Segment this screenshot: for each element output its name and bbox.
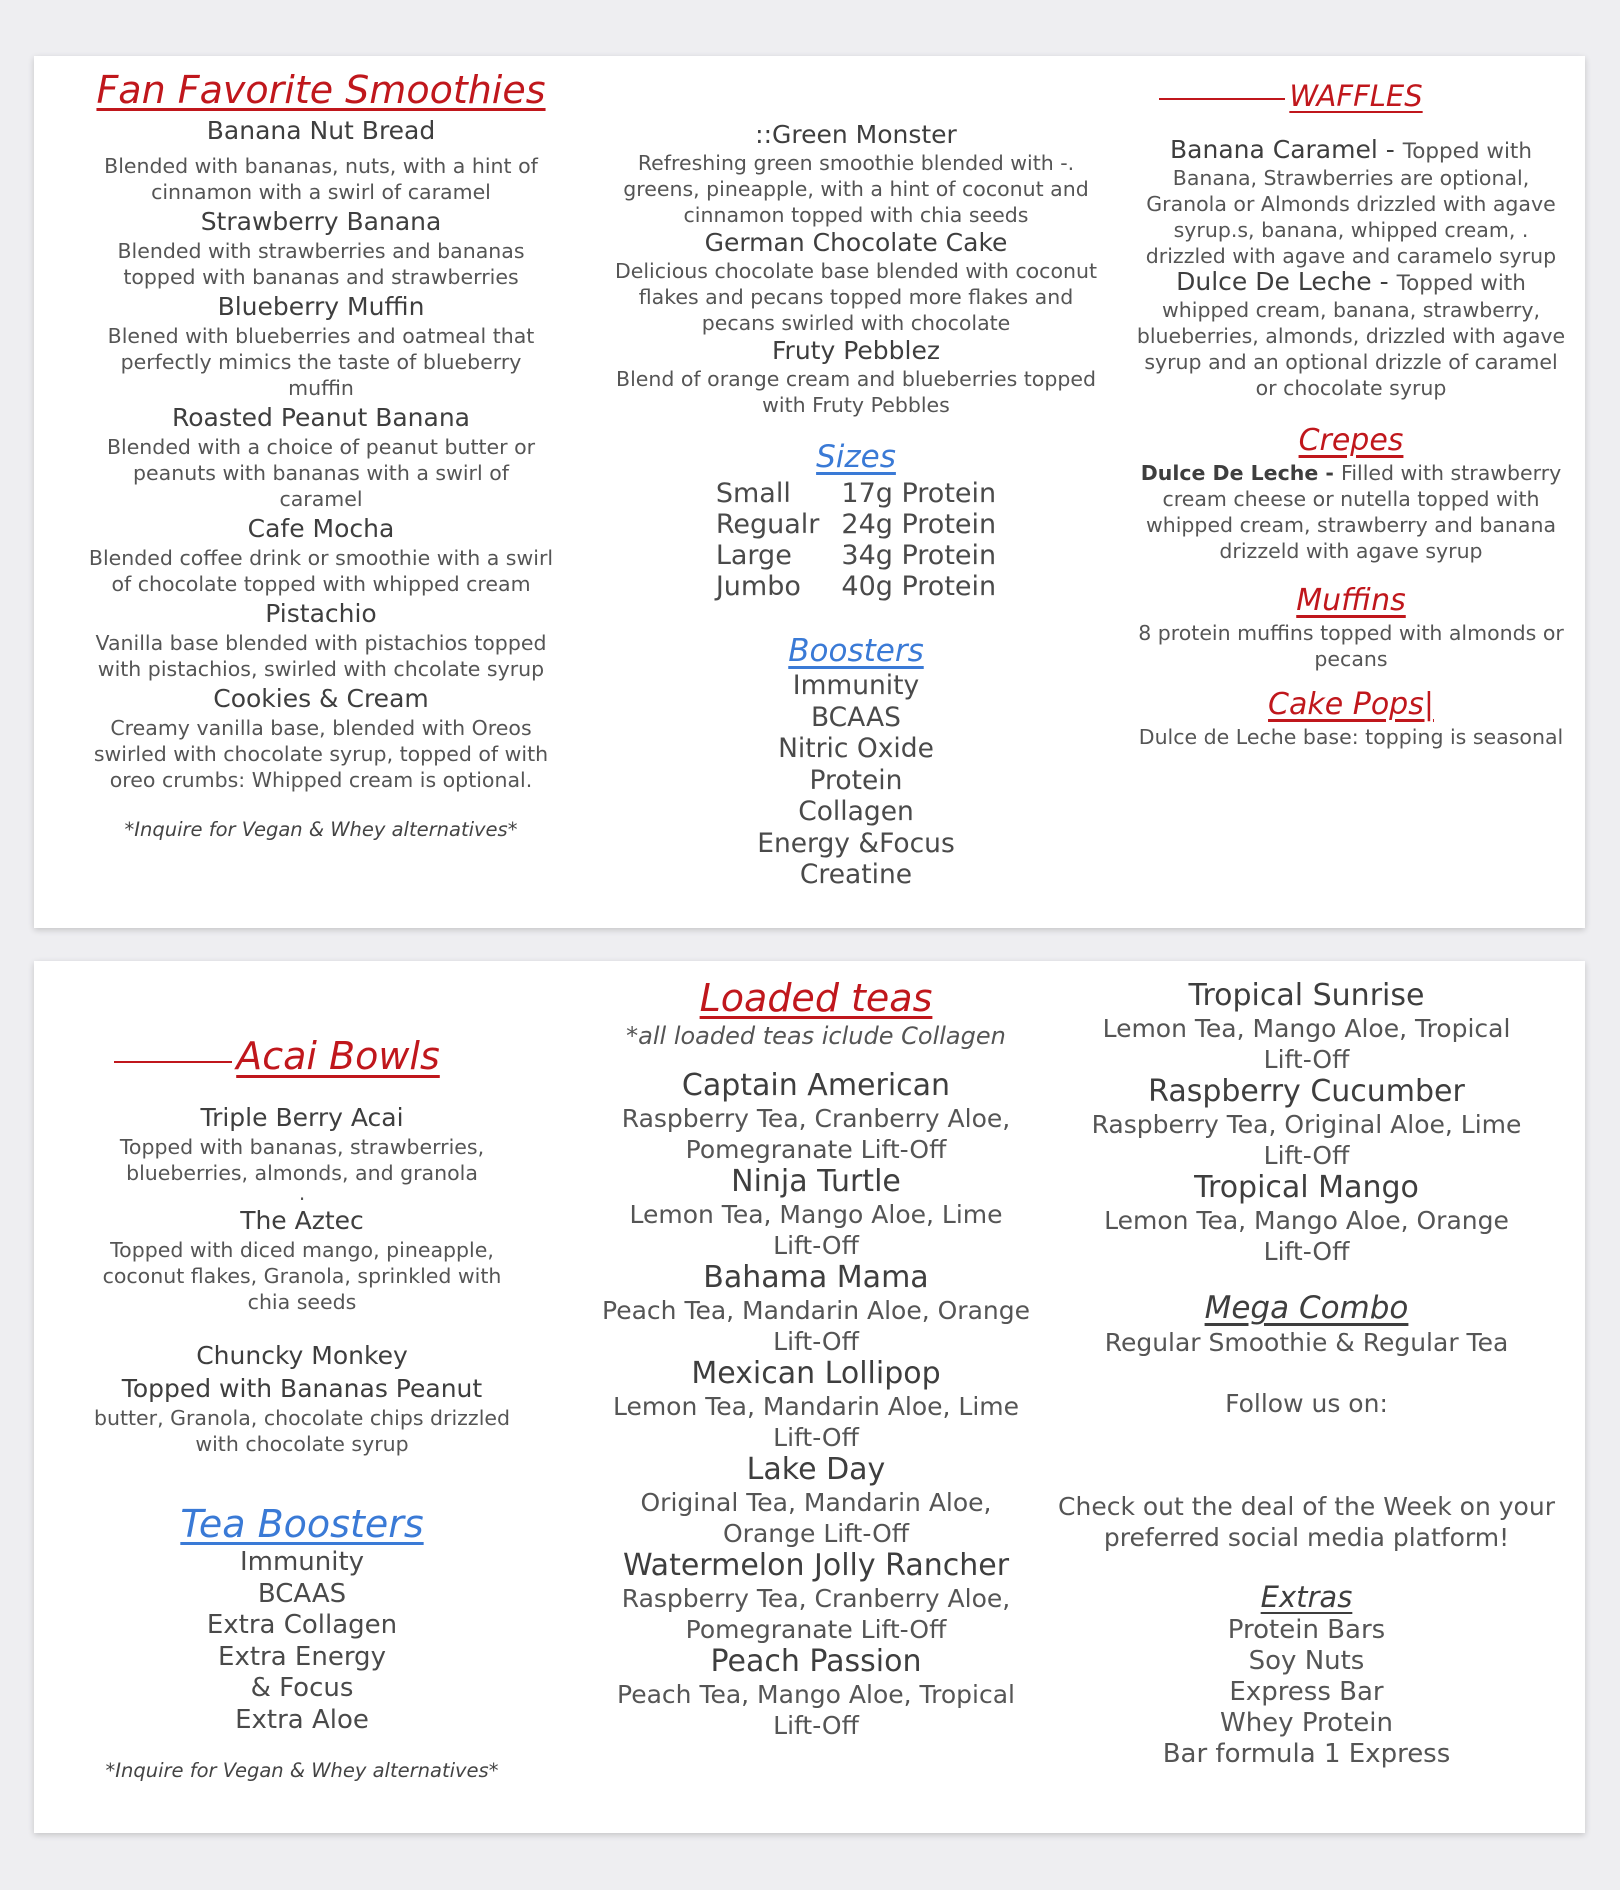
smoothie-desc-line: caramel	[279, 487, 363, 511]
mega-combo-title: Mega Combo	[1204, 1290, 1409, 1326]
acai-desc-line: with chocolate syrup	[195, 1432, 409, 1456]
extras-title: Extras	[1260, 1580, 1353, 1614]
size-protein: 24g Protein	[841, 509, 997, 540]
crepe-desc-line: drizzeld with agave syrup	[1219, 539, 1483, 563]
smoothie-list	[62, 114, 580, 793]
smoothie-name: German Chocolate Cake	[704, 228, 1008, 257]
smoothie-name: Roasted Peanut Banana	[171, 403, 470, 432]
smoothie-desc-line: flakes and pecans topped more flakes and	[638, 285, 1074, 309]
tea-desc-line: Lift-Off	[1263, 1045, 1350, 1074]
more-teas-list	[1034, 979, 1579, 1267]
loaded-teas-column	[546, 975, 1086, 1741]
waffle-item-dulce-de-leche	[1106, 269, 1596, 401]
tea-desc-line: Lift-Off	[773, 1711, 859, 1740]
smoothie-desc-line: swirled with chocolate syrup, topped of with	[93, 742, 549, 766]
tea-booster-item: Extra Collagen	[206, 1610, 398, 1640]
booster-item: Immunity	[792, 670, 920, 701]
tea-booster-item: & Focus	[250, 1673, 354, 1703]
smoothie-desc-line: greens, pineapple, with a hint of coconut and	[623, 177, 1089, 201]
tea-name: Ninja Turtle	[731, 1164, 901, 1199]
boosters-list	[590, 670, 1122, 891]
waffle-item-banana-caramel	[1106, 137, 1596, 269]
waffle-desc-line: Topped with	[1402, 139, 1532, 164]
specialty-smoothie-list	[590, 120, 1122, 418]
booster-item: Collagen	[798, 796, 914, 827]
smoothies-column	[62, 66, 580, 843]
tea-booster-item: Extra Energy	[218, 1641, 386, 1672]
booster-item: Nitric Oxide	[778, 733, 934, 764]
loaded-teas-list	[546, 1069, 1086, 1741]
tea-booster-item: Immunity	[239, 1547, 365, 1577]
tea-desc-line: Pomegranate Lift-Off	[685, 1615, 947, 1644]
tea-desc-line: Lift-Off	[1263, 1237, 1350, 1266]
deal-line: Check out the deal of the Week on your	[1058, 1492, 1555, 1521]
tea-name: Captain American	[681, 1068, 951, 1103]
smoothie-desc-line: Blended with bananas, nuts, with a hint of	[104, 154, 538, 178]
tea-boosters-list	[76, 1547, 528, 1736]
smoothie-desc-line: perfectly mimics the taste of blueberry	[120, 350, 522, 374]
smoothie-desc-line: Refreshing green smoothie blended with -.	[637, 151, 1075, 175]
waffle-desc-line: syrup and an optional drizzle of caramel	[1144, 350, 1558, 374]
tea-desc-line: Lift-Off	[773, 1423, 859, 1452]
right-top-column	[1106, 78, 1596, 750]
extra-item: Bar formula 1 Express	[1162, 1739, 1451, 1769]
acai-name-chuncky-monkey: Chuncky Monkey	[196, 1341, 408, 1370]
tea-desc-line: Lift-Off	[773, 1231, 859, 1260]
waffles-title-text: WAFFLES	[1289, 79, 1423, 113]
mega-combo-text: Regular Smoothie & Regular Tea	[1104, 1328, 1509, 1357]
smoothies-title: Fan Favorite Smoothies	[96, 68, 546, 112]
tea-desc-line: Lift-Off	[1263, 1141, 1350, 1170]
tea-name: Raspberry Cucumber	[1148, 1074, 1465, 1109]
crepe-desc-line: whipped cream, strawberry and banana	[1145, 513, 1557, 537]
smoothies-note: *Inquire for Vegan & Whey alternatives*	[124, 818, 518, 841]
acai-desc-line: Topped with bananas, strawberries,	[119, 1135, 485, 1159]
booster-item: BCAAS	[810, 701, 902, 733]
crepe-item	[1106, 460, 1596, 564]
smoothie-desc-line: Blened with blueberries and oatmeal that	[107, 324, 535, 348]
tea-desc-line: Raspberry Tea, Cranberry Aloe,	[621, 1104, 1011, 1133]
muffins-desc-line: 8 protein muffins topped with almonds or	[1138, 621, 1564, 645]
booster-item: Protein	[809, 764, 903, 796]
tea-booster-item: Extra Aloe	[235, 1704, 369, 1735]
smoothie-desc-line: oreo crumbs: Whipped cream is optional.	[109, 768, 533, 792]
cake-pops-desc: Dulce de Leche base: topping is seasonal	[1138, 725, 1564, 749]
tea-name: Bahama Mama	[703, 1260, 929, 1295]
smoothie-name: Pistachio	[265, 599, 377, 628]
crepe-name: Dulce De Leche -	[1140, 461, 1342, 485]
crepes-title: Crepes	[1298, 423, 1404, 458]
tea-desc-line: Pomegranate Lift-Off	[685, 1135, 947, 1164]
smoothie-desc-line: Blend of orange cream and blueberries topped	[616, 367, 1096, 391]
smoothie-desc-line: pecans swirled with chocolate	[701, 311, 1011, 335]
acai-title-text: Acai Bowls	[236, 1034, 440, 1078]
smoothie-name: Strawberry Banana	[200, 207, 442, 236]
menu-panel-top	[34, 56, 1585, 928]
extra-item: Soy Nuts	[1248, 1646, 1365, 1676]
muffins-desc-line: pecans	[1314, 647, 1388, 671]
waffle-name-dulce-de-leche: Dulce De Leche -	[1176, 267, 1397, 296]
booster-item: Creatine	[799, 859, 913, 890]
booster-item: Energy &Focus	[757, 827, 955, 859]
size-label: Small	[715, 478, 791, 509]
tea-booster-item: BCAAS	[257, 1578, 347, 1609]
smoothie-desc-line: with Fruty Pebbles	[762, 393, 950, 417]
waffles-title-rule	[1159, 98, 1285, 100]
tea-name: Peach Passion	[710, 1644, 922, 1679]
tea-desc-line: Raspberry Tea, Original Aloe, Lime	[1091, 1110, 1522, 1139]
deal-line: preferred social media platform!	[1103, 1523, 1510, 1552]
loaded-teas-title: Loaded teas	[699, 976, 933, 1020]
tea-name: Mexican Lollipop	[691, 1356, 941, 1391]
tea-name: Tropical Sunrise	[1188, 978, 1425, 1013]
acai-title-rule	[114, 1061, 232, 1063]
tea-desc-line: Lemon Tea, Mandarin Aloe, Lime	[612, 1392, 1020, 1421]
crepe-desc-line: cream cheese or nutella topped with	[1162, 487, 1540, 511]
waffle-desc-line: drizzled with agave and caramelo syrup	[1145, 244, 1557, 268]
extra-item: Express Bar	[1229, 1677, 1384, 1707]
acai-name-aztec: The Aztec	[240, 1206, 364, 1235]
extras-list	[1034, 1615, 1579, 1770]
waffle-desc-line: blueberries, almonds, drizzled with agave	[1136, 324, 1566, 348]
size-protein: 40g Protein	[841, 571, 997, 602]
smoothie-desc-line: of chocolate topped with whipped cream	[111, 572, 531, 596]
cake-pops-title: Cake Pops|	[1268, 687, 1434, 722]
size-label: Jumbo	[715, 571, 801, 602]
tea-desc-line: Lemon Tea, Mango Aloe, Orange	[1104, 1206, 1509, 1235]
acai-desc-line: chia seeds	[247, 1290, 357, 1314]
boosters-title: Boosters	[788, 633, 924, 669]
size-protein: 34g Protein	[841, 540, 997, 571]
middle-top-column	[590, 120, 1122, 891]
right-bottom-column	[1034, 979, 1579, 1770]
tea-name: Tropical Mango	[1194, 1170, 1419, 1205]
extra-item: Protein Bars	[1227, 1615, 1386, 1645]
menu-panel-bottom	[34, 961, 1585, 1833]
smoothie-desc-line: with pistachios, swirled with chcolate syrup	[97, 657, 545, 681]
waffle-desc-line: Granola or Almonds drizzled with agave	[1146, 192, 1556, 216]
tea-desc-line: Orange Lift-Off	[723, 1519, 909, 1548]
smoothie-desc-line: Creamy vanilla base, blended with Oreos	[110, 716, 532, 740]
acai-column	[76, 1033, 528, 1784]
acai-sub-chuncky-monkey: Topped with Bananas Peanut	[121, 1374, 483, 1403]
sizes-title: Sizes	[816, 439, 896, 475]
waffles-title	[986, 78, 1596, 114]
loaded-teas-subtitle: *all loaded teas iclude Collagen	[626, 1022, 1006, 1050]
acai-desc-line: Topped with diced mango, pineapple,	[110, 1238, 494, 1262]
size-label: Large	[715, 540, 792, 571]
tea-name: Lake Day	[746, 1452, 886, 1487]
smoothie-name: ::Green Monster	[755, 120, 957, 149]
smoothie-name: Blueberry Muffin	[217, 292, 425, 321]
smoothie-desc-line: topped with bananas and strawberries	[123, 265, 519, 289]
acai-desc-line: coconut flakes, Granola, sprinkled with	[102, 1264, 502, 1288]
smoothie-desc-line: cinnamon topped with chia seeds	[683, 203, 1029, 227]
waffle-desc-line: syrup.s, banana, whipped cream, .	[1173, 218, 1529, 242]
size-protein: 17g Protein	[841, 478, 997, 509]
smoothie-desc-line: Blended with a choice of peanut butter or	[106, 435, 536, 459]
sizes-table	[716, 478, 996, 602]
acai-dot: .	[298, 1181, 306, 1205]
waffle-desc-line: or chocolate syrup	[1255, 376, 1447, 400]
follow-us-label: Follow us on:	[1225, 1389, 1388, 1418]
crepe-desc-line: Filled with strawberry	[1341, 461, 1562, 485]
tea-boosters-title: Tea Boosters	[180, 1502, 424, 1546]
acai-desc-line: butter, Granola, chocolate chips drizzled	[93, 1406, 511, 1430]
smoothie-name: Banana Nut Bread	[206, 116, 436, 145]
waffle-name-banana-caramel: Banana Caramel -	[1170, 135, 1403, 164]
tea-name: Watermelon Jolly Rancher	[622, 1548, 1010, 1583]
tea-desc-line: Lemon Tea, Mango Aloe, Tropical	[1102, 1014, 1511, 1043]
tea-desc-line: Peach Tea, Mango Aloe, Tropical	[617, 1680, 1015, 1709]
smoothie-name: Cafe Mocha	[247, 514, 395, 543]
tea-desc-line: Lemon Tea, Mango Aloe, Lime	[629, 1200, 1003, 1229]
smoothie-desc-line: Delicious chocolate base blended with coconut	[614, 259, 1098, 283]
waffle-desc-line: Banana, Strawberries are optional,	[1172, 166, 1530, 190]
smoothie-desc-line: peanuts with bananas with a swirl of	[133, 461, 509, 485]
waffle-desc-line: Topped with	[1396, 271, 1526, 296]
smoothie-name: Fruty Pebblez	[772, 336, 940, 365]
smoothie-desc-line: Vanilla base blended with pistachios topped	[95, 631, 547, 655]
waffle-desc-line: whipped cream, banana, strawberry,	[1161, 298, 1540, 322]
tea-desc-line: Original Tea, Mandarin Aloe,	[640, 1488, 992, 1517]
acai-desc-line: blueberries, almonds, and granola	[126, 1161, 478, 1185]
smoothie-name: Cookies & Cream	[213, 684, 429, 713]
tea-desc-line: Lift-Off	[773, 1327, 859, 1356]
tea-desc-line: Peach Tea, Mandarin Aloe, Orange	[602, 1296, 1030, 1325]
smoothie-desc-line: Blended coffee drink or smoothie with a swirl	[88, 546, 554, 570]
size-label: Regualr	[715, 509, 820, 540]
smoothie-desc-line: muffin	[288, 376, 354, 400]
acai-title	[26, 1033, 528, 1079]
extra-item: Whey Protein	[1220, 1708, 1393, 1738]
tea-desc-line: Raspberry Tea, Cranberry Aloe,	[621, 1584, 1011, 1613]
tea-boosters-note: *Inquire for Vegan & Whey alternatives*	[105, 1759, 499, 1782]
smoothie-desc-line: cinnamon with a swirl of caramel	[151, 180, 491, 204]
muffins-title: Muffins	[1296, 583, 1406, 618]
acai-name-triple-berry: Triple Berry Acai	[200, 1103, 404, 1132]
smoothie-desc-line: Blended with strawberries and bananas	[117, 239, 525, 263]
